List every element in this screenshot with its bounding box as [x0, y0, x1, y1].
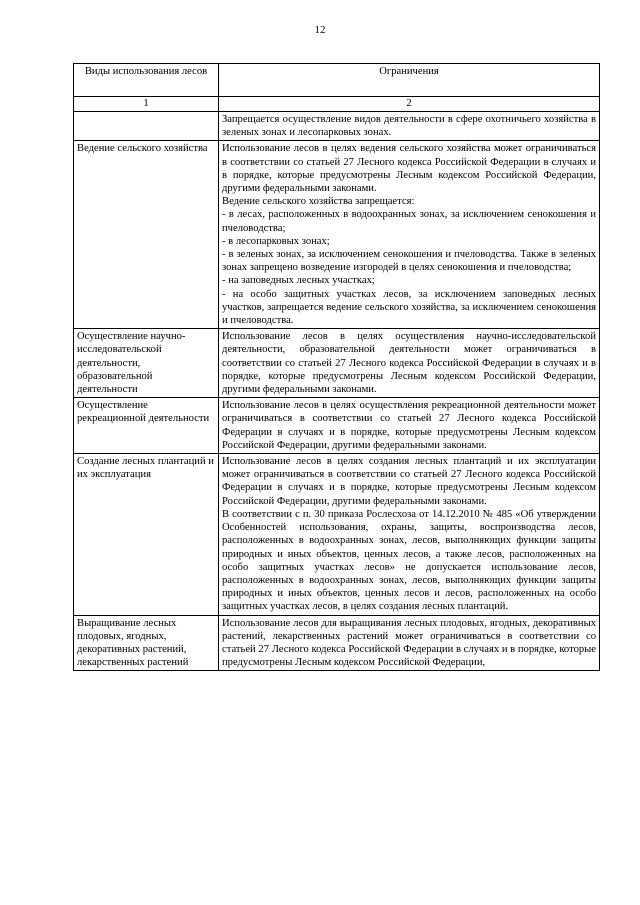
forest-use-cell: Выращивание лесных плодовых, ягодных, декоративных растений, лекарственных растений — [74, 615, 219, 671]
restrictions-cell — [219, 615, 600, 671]
forest-use-cell: Осуществление рекреационной деятельности — [74, 398, 219, 454]
table-header-row — [74, 64, 600, 97]
restrictions-cell — [219, 141, 600, 329]
forest-use-cell — [74, 112, 219, 141]
restriction-paragraph: В соответствии с п. 30 приказа Рослесхоза от 14.12.2010 № 485 «Об утверждении Особенностей использования, охраны, защиты, воспроизводства лесов, расположенных в водоохранных зонах, лесов, выполняющих функции защиты природных и иных объектов, ценных лесов, а также лесов, расположенных на особо защитных участках лесов» не допускается использование лесов, расположенных в водоохранных зонах, лесов, выполняющих функции защиты природных и иных объектов, ценных лесов и лесов, расположенных на особо защитных участках лесов, в целях создания лесных плантаций. — [222, 508, 596, 613]
column-number-row — [74, 97, 600, 112]
restrictions-table — [73, 63, 600, 671]
restriction-paragraph: Использование лесов для выращивания лесных плодовых, ягодных, декоративных растений, лекарственных растений может ограничиваться в соответствии со статьей 27 Лесного кодекса Российской Федерации в случаях и в порядке, которые предусмотрены Лесным кодексом Российской Федерации, — [222, 617, 596, 669]
restriction-paragraph: - на заповедных лесных участках; — [222, 275, 375, 287]
column-number-2: 2 — [219, 97, 600, 112]
restrictions-cell — [219, 329, 600, 398]
header-forest-use: Виды использования лесов — [74, 64, 219, 97]
restriction-paragraph: Запрещается осуществление видов деятельности в сфере охотничьего хозяйства в зеленых зонах и лесопарковых зонах. — [222, 114, 596, 139]
restriction-paragraph: Использование лесов в целях осуществления научно-исследовательской деятельности, образовательной деятельности может ограничиваться в соответствии со статьей 27 Лесного кодекса Российской Федерации в случаях и в порядке, которые предусмотрены Лесным кодексом Российской Федерации, другими федеральными законами. — [222, 331, 596, 396]
restrictions-cell — [219, 112, 600, 141]
table-row — [74, 398, 600, 454]
page-number: 12 — [314, 24, 326, 36]
column-number-1: 1 — [74, 97, 219, 112]
restriction-paragraph: Использование лесов в целях осуществления рекреационной деятельности может ограничиваться в соответствии со статьей 27 Лесного кодекса Российской Федерации в случаях и в порядке, которые предусмотрены Лесным кодексом Российской Федерации, другими федеральными законами. — [222, 400, 596, 451]
table-row — [74, 329, 600, 398]
forest-use-cell: Осуществление научно-исследовательской деятельности, образовательной деятельности — [74, 329, 219, 398]
restriction-paragraph: Ведение сельского хозяйства запрещается: — [222, 196, 415, 208]
restriction-paragraph: - в лесопарковых зонах; — [222, 235, 330, 247]
restriction-paragraph: Использование лесов в целях ведения сельского хозяйства может ограничиваться в соответствии со статьей 27 Лесного кодекса Российской Федерации в случаях и в порядке, которые предусмотрены Лесным кодексом Российской Федерации, другими федеральными законами. — [222, 143, 596, 195]
restriction-paragraph: - на особо защитных участках лесов, за исключением заповедных лесных участков, запрещается ведение сельского хозяйства, за исключением сенокошения и пчеловодства. — [222, 288, 596, 327]
restrictions-cell — [219, 398, 600, 454]
table-row — [74, 615, 600, 671]
forest-use-cell: Создание лесных плантаций и их эксплуатация — [74, 454, 219, 615]
table-row — [74, 141, 600, 329]
forest-use-cell: Ведение сельского хозяйства — [74, 141, 219, 329]
restrictions-cell — [219, 454, 600, 615]
header-restrictions: Ограничения — [219, 64, 600, 97]
table-row — [74, 454, 600, 615]
restriction-paragraph: - в лесах, расположенных в водоохранных зонах, за исключением сенокошения и пчеловодства; — [222, 209, 596, 234]
restriction-paragraph: - в зеленых зонах, за исключением сенокошения и пчеловодства. Также в зеленых зонах запрещено возведение изгородей в целях сенокошения и пчеловодства; — [222, 249, 596, 274]
restriction-paragraph: Использование лесов в целях создания лесных плантаций и их эксплуатации может ограничиваться в соответствии со статьей 27 Лесного кодекса Российской Федерации в случаях и в порядке, которые предусмотрены Лесным кодексом Российской Федерации, другими федеральными законами. — [222, 456, 596, 507]
table-row — [74, 112, 600, 141]
